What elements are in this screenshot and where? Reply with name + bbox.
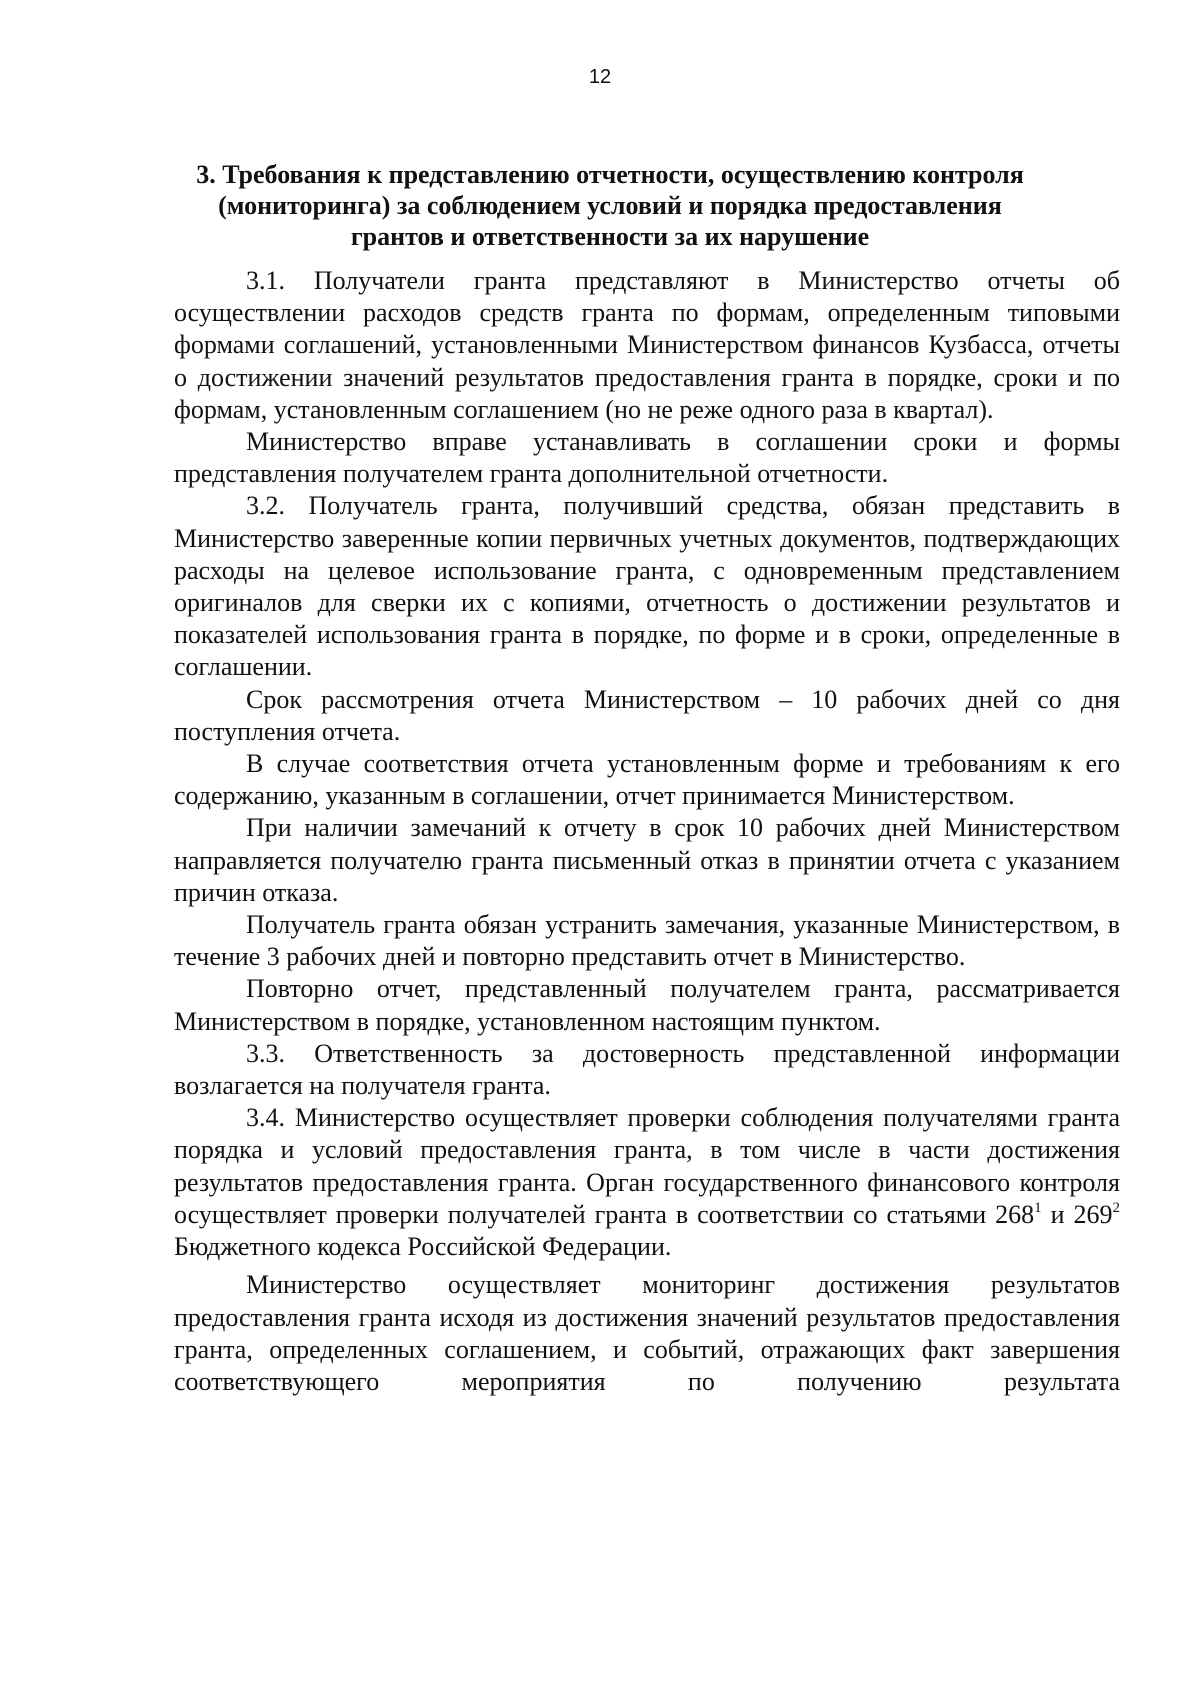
- paragraph: При наличии замечаний к отчету в срок 10 рабочих дней Министерством направляется получателю гранта письменный отказ в принятии отчета с указанием причин отказа.: [174, 813, 1120, 907]
- paragraph: Получатель гранта обязан устранить замечания, указанные Министерством, в течение 3 рабочих дней и повторно представить отчет в Министерство.: [174, 910, 1120, 972]
- paragraph-monitoring: Министерство осуществляет мониторинг достижения результатов предоставления гранта исходя из достижения значений результатов предоставления гранта, определенных соглашением, и событий, отражающих факт завершения соответствующего мероприятия по получению результата: [174, 1270, 1120, 1396]
- paragraph: Министерство вправе устанавливать в соглашении сроки и формы представления получателем гранта дополнительной отчетности.: [174, 427, 1120, 489]
- paragraph-3-4-text: и 269: [1041, 1199, 1113, 1229]
- heading-line: 3. Требования к представлению отчетности, осуществлению контроля: [196, 160, 1024, 189]
- paragraph-3-3: 3.3. Ответственность за достоверность представленной информации возлагается на получателя гранта.: [174, 1038, 1120, 1101]
- heading-line: грантов и ответственности за их нарушение: [350, 222, 870, 251]
- heading-line: (мониторинга) за соблюдением условий и порядка предоставления: [218, 191, 1002, 220]
- article-superscript: 2: [1112, 1199, 1120, 1216]
- paragraph: Срок рассмотрения отчета Министерством – 10 рабочих дней со дня поступления отчета.: [174, 684, 1120, 746]
- section-heading: [160, 159, 1060, 252]
- paragraph-3-4: [174, 1102, 1120, 1263]
- paragraph: В случае соответствия отчета установленным форме и требованиям к его содержанию, указанным в соглашении, отчет принимается Министерством.: [174, 749, 1120, 811]
- page-number: 12: [588, 66, 612, 88]
- paragraph-3-4-text: 3.4. Министерство осуществляет проверки соблюдения получателями гранта порядка и условий предоставления гранта, в том числе в части достижения результатов предоставления гранта. Орган государственного финансового контроля осуществляет проверки получателей гранта в соответствии со статьями 268: [174, 1103, 1120, 1229]
- paragraph-3-2: 3.2. Получатель гранта, получивший средства, обязан представить в Министерство заверенные копии первичных учетных документов, подтверждающих расходы на целевое использование гранта, с одновременным представлением оригиналов для сверки их с копиями, отчетность о достижении результатов и показателей использования гранта в порядке, по форме и в сроки, определенные в соглашении.: [174, 491, 1120, 682]
- paragraph: Повторно отчет, представленный получателем гранта, рассматривается Министерством в порядке, установленном настоящим пунктом.: [174, 974, 1120, 1036]
- article-superscript: 1: [1034, 1199, 1042, 1216]
- paragraph-3-1: 3.1. Получатели гранта представляют в Министерство отчеты об осуществлении расходов средств гранта по формам, определенным типовыми формами соглашений, установленными Министерством финансов Кузбасса, отчеты о достижении значений результатов предоставления гранта в порядке, сроки и по формам, установленным соглашением (но не реже одного раза в квартал).: [174, 266, 1120, 424]
- document-body: [174, 265, 1120, 1398]
- paragraph-3-4-text: Бюджетного кодекса Российской Федерации.: [174, 1232, 672, 1262]
